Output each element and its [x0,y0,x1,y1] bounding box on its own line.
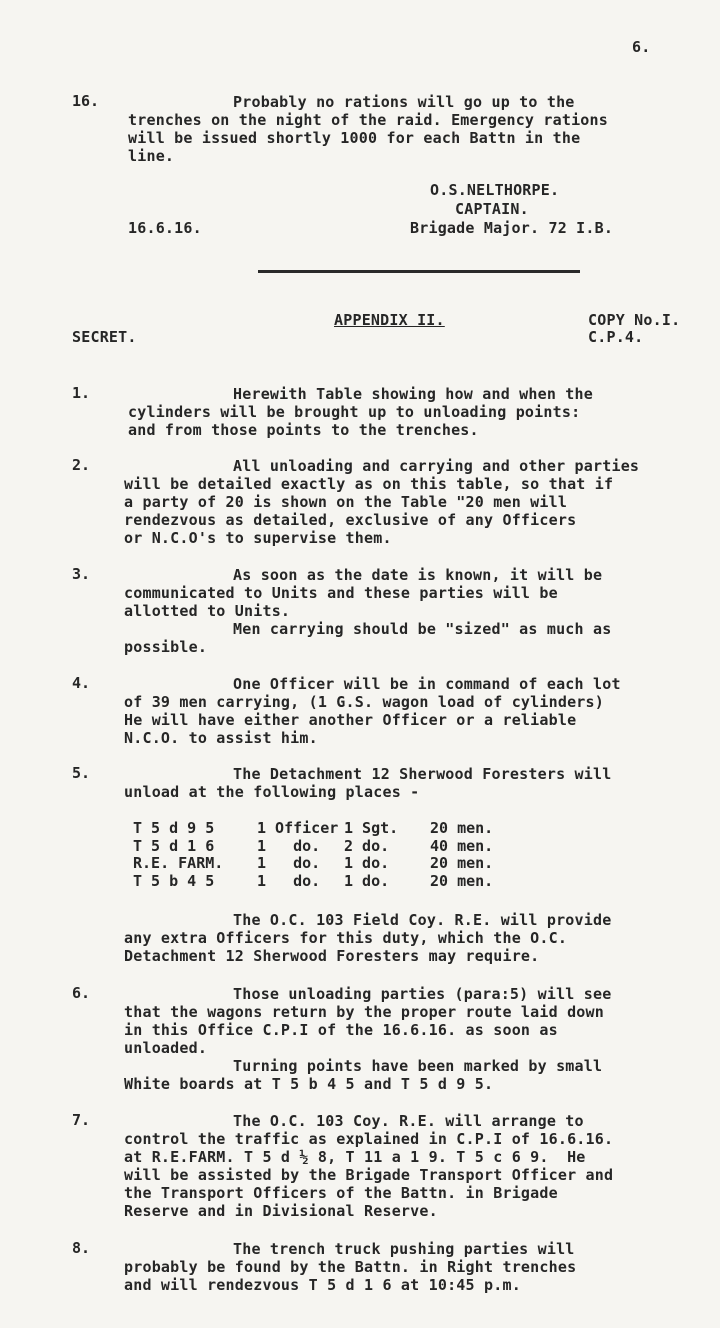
table-cell: 1 do. [257,836,321,855]
paragraph-line: unload at the following places - [124,783,420,801]
paragraph-line: The trench truck pushing parties will [233,1240,575,1258]
copy-number: COPY No.I. [588,311,681,329]
paragraph-line: The O.C. 103 Coy. R.E. will arrange to [233,1112,584,1130]
paragraph-line: of 39 men carrying, (1 G.S. wagon load of cylinders) [124,693,604,711]
table-row [133,838,520,856]
paragraph-line: Those unloading parties (para:5) will see [233,985,612,1003]
paragraph-line: Herewith Table showing how and when the [233,385,593,403]
paragraph-line: Men carrying should be "sized" as much as [233,620,612,638]
paragraph-line: control the traffic as explained in C.P.I of 16.6.16. [124,1130,614,1148]
table-cell: T 5 d 1 6 [133,836,215,855]
table-cell: 2 do. [344,836,390,855]
paragraph-line: Reserve and in Divisional Reserve. [124,1202,438,1220]
paragraph-line: at R.E.FARM. T 5 d ½ 8, T 11 a 1 9. T 5 c 6 9. He [124,1148,586,1166]
table-row [133,855,520,873]
signatory-name: O.S.NELTHORPE. [430,181,560,199]
para16-line: line. [128,147,175,165]
table-cell: 1 Sgt. [344,819,399,837]
table-cell: 20 men. [430,854,494,872]
secret-label: SECRET. [72,328,137,346]
paragraph-line: All unloading and carrying and other parties [233,457,640,475]
paragraph-line: allotted to Units. [124,602,291,620]
paragraph-line: and from those points to the trenches. [128,421,479,439]
paragraph-line: any extra Officers for this duty, which the O.C. [124,929,568,947]
table-cell: 1 do. [344,854,390,872]
paragraph-line: The O.C. 103 Field Coy. R.E. will provide [233,911,612,929]
paragraph-line: that the wagons return by the proper route laid down [124,1003,604,1021]
paragraph-line: in this Office C.P.I of the 16.6.16. as soon as [124,1021,558,1039]
table-cell: T 5 b 4 5 [133,871,215,890]
paragraph-line: a party of 20 is shown on the Table "20 men will [124,493,568,511]
table-cell: 20 men. [430,819,494,837]
table-cell: 1 do. [257,854,321,872]
table-row [133,820,520,838]
table-cell: 1 do. [344,871,390,890]
paragraph-number-16: 16. [72,92,100,110]
paragraph-line: will be assisted by the Brigade Transport Officer and [124,1166,614,1184]
paragraph-line: probably be found by the Battn. in Right trenches [124,1258,577,1276]
paragraph-line: Turning points have been marked by small [233,1057,603,1075]
unloading-places-table [133,820,520,890]
paragraph-line: Detachment 12 Sherwood Foresters may require. [124,947,540,965]
appendix-title: APPENDIX II. [334,311,445,329]
para16-line: trenches on the night of the raid. Emergency rations [128,111,608,129]
page-number: 6. [632,38,651,56]
paragraph-number: 7. [72,1111,91,1129]
paragraph-line: rendezvous as detailed, exclusive of any Officers [124,511,577,529]
paragraph-line: As soon as the date is known, it will be [233,566,603,584]
paragraph-line: and will rendezvous T 5 d 1 6 at 10:45 p.m. [124,1276,521,1294]
table-cell: 1 Officer [257,819,339,837]
paragraph-line: One Officer will be in command of each lot [233,675,621,693]
paragraph-number: 6. [72,984,91,1002]
table-cell: 1 do. [257,871,321,890]
paragraph-line: The Detachment 12 Sherwood Foresters will [233,765,612,783]
table-cell: T 5 d 9 5 [133,819,215,837]
table-cell: 20 men. [430,871,494,890]
paragraph-line: cylinders will be brought up to unloading points: [128,403,581,421]
signatory-title: Brigade Major. 72 I.B. [410,219,614,237]
paragraph-line: unloaded. [124,1039,208,1057]
paragraph-number: 8. [72,1239,91,1257]
paragraph-number: 2. [72,456,91,474]
paragraph-number: 3. [72,565,91,583]
signatory-rank: CAPTAIN. [455,200,529,218]
paragraph-number: 4. [72,674,91,692]
reference-code: C.P.4. [588,328,644,346]
paragraph-line: White boards at T 5 b 4 5 and T 5 d 9 5. [124,1075,494,1093]
table-row [133,873,520,891]
divider-rule [258,270,580,273]
paragraph-line: communicated to Units and these parties will be [124,584,558,602]
paragraph-number: 5. [72,764,91,782]
signature-date: 16.6.16. [128,219,202,237]
paragraph-line: or N.C.O's to supervise them. [124,529,392,547]
table-cell: 40 men. [430,836,494,855]
table-cell: R.E. FARM. [133,854,224,872]
paragraph-line: will be detailed exactly as on this table, so that if [124,475,614,493]
paragraph-line: the Transport Officers of the Battn. in Brigade [124,1184,558,1202]
para16-line: will be issued shortly 1000 for each Battn in the [128,129,581,147]
paragraph-line: He will have either another Officer or a reliable [124,711,577,729]
paragraph-line: possible. [124,638,208,656]
paragraph-line: N.C.O. to assist him. [124,729,318,747]
para16-line: Probably no rations will go up to the [233,93,575,111]
paragraph-number: 1. [72,384,91,402]
